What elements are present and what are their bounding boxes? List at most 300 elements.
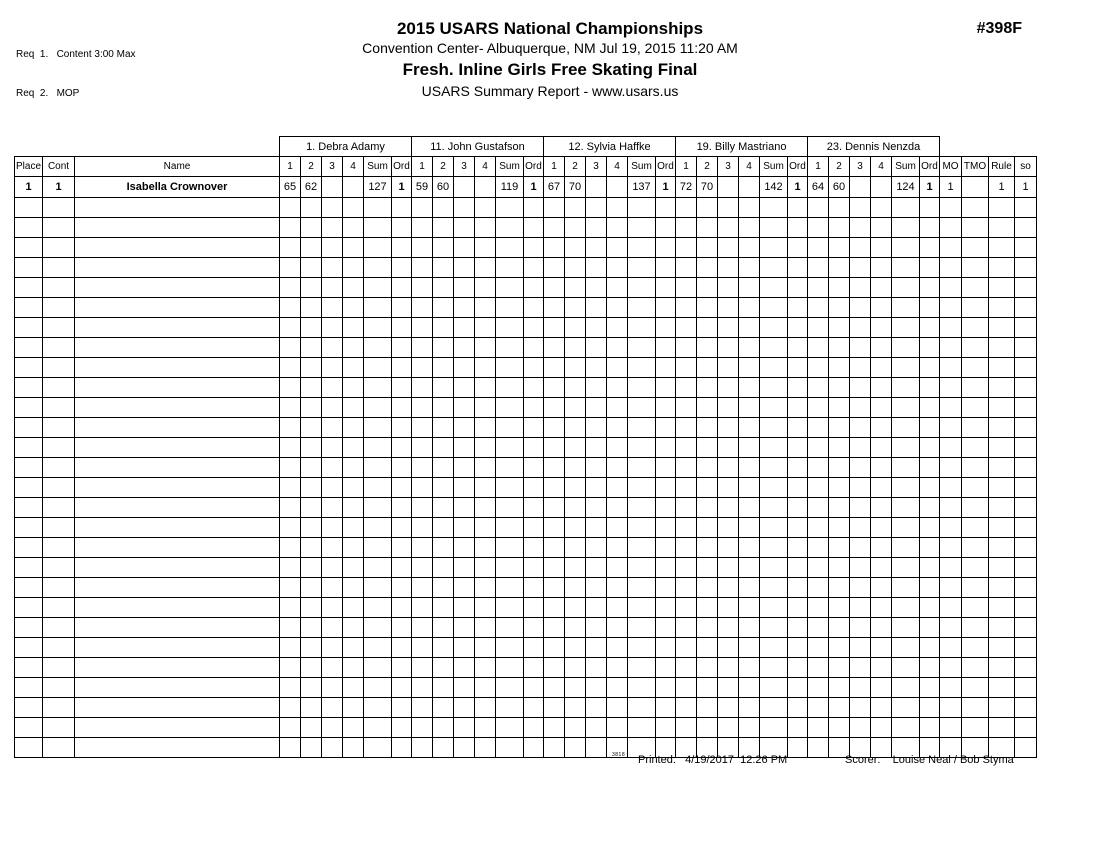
- cell-mo-empty: [940, 278, 962, 298]
- cell-j1-m3-empty: [322, 518, 343, 538]
- cell-j5-m2-empty: [829, 278, 850, 298]
- report-header: [0, 18, 1100, 102]
- cell-j1-sum-empty: [364, 738, 392, 758]
- cell-j4-m4: [739, 177, 760, 198]
- cell-j1-m1-empty: [280, 378, 301, 398]
- cell-j2-sum-empty: [496, 318, 524, 338]
- cell-j4-sum-empty: [760, 578, 788, 598]
- table-row-empty[interactable]: [15, 438, 1037, 458]
- table-row-empty[interactable]: [15, 378, 1037, 398]
- cell-j3-sum-empty: [628, 438, 656, 458]
- cell-j4-m3-empty: [718, 398, 739, 418]
- cell-j1-m2-empty: [301, 538, 322, 558]
- cell-j5-sum-empty: [892, 598, 920, 618]
- cell-j3-m4-empty: [607, 378, 628, 398]
- table-row-empty[interactable]: [15, 578, 1037, 598]
- cell-cont-empty: [43, 558, 75, 578]
- cell-j3-sum-empty: [628, 558, 656, 578]
- cell-j3-m1-empty: [544, 438, 565, 458]
- col-header-j5-m2: 2: [829, 157, 850, 177]
- table-row-empty[interactable]: [15, 238, 1037, 258]
- cell-j3-ord-empty: [656, 598, 676, 618]
- cell-j5-m3-empty: [850, 338, 871, 358]
- cell-j2-m4-empty: [475, 718, 496, 738]
- cell-j5-m2-empty: [829, 518, 850, 538]
- cell-j1-ord-empty: [392, 458, 412, 478]
- cell-j5-m1-empty: [808, 398, 829, 418]
- table-row-empty[interactable]: [15, 458, 1037, 478]
- cell-j1-m3-empty: [322, 318, 343, 338]
- cell-place-empty: [15, 698, 43, 718]
- cell-j3-m1-empty: [544, 658, 565, 678]
- cell-j3-sum-empty: [628, 458, 656, 478]
- cell-j4-m4-empty: [739, 438, 760, 458]
- cell-place-empty: [15, 718, 43, 738]
- cell-cont-empty: [43, 378, 75, 398]
- table-row-empty[interactable]: [15, 658, 1037, 678]
- cell-so-empty: [1015, 678, 1037, 698]
- cell-j2-sum-empty: [496, 358, 524, 378]
- cell-tmo-empty: [962, 238, 989, 258]
- cell-j5-m4-empty: [871, 438, 892, 458]
- cell-j5-m2-empty: [829, 578, 850, 598]
- cell-j1-m4-empty: [343, 258, 364, 278]
- cell-j3-m3-empty: [586, 658, 607, 678]
- cell-j3-m1-empty: [544, 678, 565, 698]
- cell-place-empty: [15, 738, 43, 758]
- cell-j4-m1-empty: [676, 358, 697, 378]
- cell-j5-m1-empty: [808, 338, 829, 358]
- cell-mo: 1: [940, 177, 962, 198]
- cell-j5-ord-empty: [920, 378, 940, 398]
- cell-j5-m3-empty: [850, 638, 871, 658]
- col-header-j3-m4: 4: [607, 157, 628, 177]
- cell-j1-ord-empty: [392, 718, 412, 738]
- cell-j3-m2-empty: [565, 218, 586, 238]
- spacer-cell: [1015, 137, 1037, 157]
- cell-j5-m4-empty: [871, 698, 892, 718]
- cell-j1-m4-empty: [343, 618, 364, 638]
- cell-j4-m2-empty: [697, 518, 718, 538]
- cell-j4-m2-empty: [697, 598, 718, 618]
- cell-j2-m3-empty: [454, 478, 475, 498]
- cell-j3-m4-empty: [607, 518, 628, 538]
- cell-j1-m2-empty: [301, 558, 322, 578]
- cell-j5-ord-empty: [920, 698, 940, 718]
- table-row-empty[interactable]: [15, 538, 1037, 558]
- cell-j3-m2-empty: [565, 378, 586, 398]
- table-row-empty[interactable]: [15, 338, 1037, 358]
- table-row-empty[interactable]: [15, 698, 1037, 718]
- cell-j4-sum-empty: [760, 298, 788, 318]
- cell-j5-sum-empty: [892, 478, 920, 498]
- cell-j3-m4-empty: [607, 578, 628, 598]
- table-row-empty[interactable]: [15, 298, 1037, 318]
- cell-place-empty: [15, 198, 43, 218]
- cell-j4-m2-empty: [697, 398, 718, 418]
- cell-j5-m1-empty: [808, 498, 829, 518]
- cell-j1-m4-empty: [343, 198, 364, 218]
- cell-mo-empty: [940, 678, 962, 698]
- cell-j1-m1-empty: [280, 598, 301, 618]
- cell-j3-m3-empty: [586, 598, 607, 618]
- cell-j4-ord-empty: [788, 278, 808, 298]
- cell-j4-sum-empty: [760, 518, 788, 538]
- cell-place-empty: [15, 358, 43, 378]
- cell-j3-m2: 70: [565, 177, 586, 198]
- table-row-empty[interactable]: [15, 258, 1037, 278]
- cell-cont-empty: [43, 278, 75, 298]
- cell-j4-sum-empty: [760, 318, 788, 338]
- cell-j5-m1-empty: [808, 458, 829, 478]
- cell-j1-m2-empty: [301, 518, 322, 538]
- table-row-empty[interactable]: [15, 618, 1037, 638]
- cell-j3-m3-empty: [586, 718, 607, 738]
- cell-j5-ord-empty: [920, 558, 940, 578]
- cell-cont-empty: [43, 498, 75, 518]
- table-row-empty[interactable]: [15, 198, 1037, 218]
- cell-name-empty: [75, 218, 280, 238]
- cell-j4-sum-empty: [760, 238, 788, 258]
- cell-j2-m2-empty: [433, 318, 454, 338]
- cell-tmo-empty: [962, 338, 989, 358]
- cell-j3-m4-empty: [607, 538, 628, 558]
- cell-j4-m4-empty: [739, 718, 760, 738]
- cell-j4-sum-empty: [760, 258, 788, 278]
- cell-j4-sum-empty: [760, 378, 788, 398]
- cell-j2-sum-empty: [496, 258, 524, 278]
- cell-j2-sum-empty: [496, 538, 524, 558]
- cell-cont-empty: [43, 678, 75, 698]
- cell-mo-empty: [940, 218, 962, 238]
- event-code-badge: #398F: [976, 20, 1022, 37]
- table-row-empty[interactable]: [15, 638, 1037, 658]
- cell-j5-ord-empty: [920, 258, 940, 278]
- cell-name-empty: [75, 538, 280, 558]
- cell-j3-m3-empty: [586, 478, 607, 498]
- cell-place-empty: [15, 618, 43, 638]
- cell-j3-ord-empty: [656, 638, 676, 658]
- cell-mo-empty: [940, 198, 962, 218]
- cell-j4-ord-empty: [788, 378, 808, 398]
- cell-j5-ord: 1: [920, 177, 940, 198]
- cell-j4-m1-empty: [676, 558, 697, 578]
- cell-j4-sum-empty: [760, 458, 788, 478]
- cell-j2-m1-empty: [412, 258, 433, 278]
- cell-name-empty: [75, 678, 280, 698]
- cell-j3-sum-empty: [628, 378, 656, 398]
- cell-mo-empty: [940, 398, 962, 418]
- cell-j1-m1-empty: [280, 678, 301, 698]
- cell-j2-m3-empty: [454, 358, 475, 378]
- cell-j5-m2-empty: [829, 298, 850, 318]
- cell-rule-empty: [989, 298, 1015, 318]
- cell-j2-m3-empty: [454, 298, 475, 318]
- cell-j4-m2-empty: [697, 438, 718, 458]
- cell-tmo-empty: [962, 618, 989, 638]
- cell-mo-empty: [940, 498, 962, 518]
- cell-mo-empty: [940, 658, 962, 678]
- cell-j4-m3-empty: [718, 698, 739, 718]
- cell-j5-m2-empty: [829, 698, 850, 718]
- cell-j1-m3-empty: [322, 418, 343, 438]
- cell-j1-ord-empty: [392, 238, 412, 258]
- table-row-empty[interactable]: [15, 398, 1037, 418]
- cell-tmo-empty: [962, 538, 989, 558]
- cell-j2-m2-empty: [433, 358, 454, 378]
- cell-j3-m2-empty: [565, 338, 586, 358]
- cell-tmo-empty: [962, 698, 989, 718]
- cell-name-empty: [75, 318, 280, 338]
- col-header-j1-m1: 1: [280, 157, 301, 177]
- cell-j3-m1-empty: [544, 598, 565, 618]
- cell-j4-m2-empty: [697, 578, 718, 598]
- cell-so-empty: [1015, 438, 1037, 458]
- cell-rule-empty: [989, 558, 1015, 578]
- cell-j2-m1-empty: [412, 518, 433, 538]
- cell-j5-m1-empty: [808, 518, 829, 538]
- cell-j4-m4-empty: [739, 258, 760, 278]
- cell-j1-sum-empty: [364, 578, 392, 598]
- cell-j2-m4-empty: [475, 678, 496, 698]
- table-row-empty[interactable]: [15, 218, 1037, 238]
- cell-j2-m2-empty: [433, 558, 454, 578]
- cell-place-empty: [15, 238, 43, 258]
- cell-j4-m3-empty: [718, 638, 739, 658]
- col-header-j3-m1: 1: [544, 157, 565, 177]
- cell-j4-m4-empty: [739, 698, 760, 718]
- col-header-j4-sum: Sum: [760, 157, 788, 177]
- cell-j4-sum-empty: [760, 638, 788, 658]
- table-row-empty[interactable]: [15, 478, 1037, 498]
- table-row-empty[interactable]: [15, 278, 1037, 298]
- cell-j1-m3-empty: [322, 718, 343, 738]
- cell-j3-m1-empty: [544, 578, 565, 598]
- cell-j2-m3-empty: [454, 678, 475, 698]
- cell-j5-m1-empty: [808, 358, 829, 378]
- cell-j3-sum-empty: [628, 618, 656, 638]
- cell-j3-m4-empty: [607, 238, 628, 258]
- table-row-empty[interactable]: [15, 598, 1037, 618]
- cell-j5-m3-empty: [850, 418, 871, 438]
- cell-j1-m3-empty: [322, 598, 343, 618]
- cell-j2-m4-empty: [475, 438, 496, 458]
- cell-j5-m4-empty: [871, 298, 892, 318]
- form-number: 3818: [612, 752, 626, 758]
- cell-j4-m4-empty: [739, 538, 760, 558]
- cell-j2-ord-empty: [524, 738, 544, 758]
- cell-j3-m1-empty: [544, 538, 565, 558]
- cell-j3-m1-empty: [544, 398, 565, 418]
- cell-j4-ord-empty: [788, 738, 808, 758]
- cell-place-empty: [15, 538, 43, 558]
- cell-j2-ord-empty: [524, 498, 544, 518]
- table-row-empty[interactable]: [15, 678, 1037, 698]
- cell-j2-ord-empty: [524, 638, 544, 658]
- cell-j3-sum-empty: [628, 578, 656, 598]
- cell-j5-m3-empty: [850, 218, 871, 238]
- cell-j4-m2-empty: [697, 358, 718, 378]
- cell-j4-m1-empty: [676, 378, 697, 398]
- cell-place-empty: [15, 418, 43, 438]
- cell-j4-ord-empty: [788, 318, 808, 338]
- table-row-empty[interactable]: [15, 318, 1037, 338]
- cell-j3-m1-empty: [544, 238, 565, 258]
- cell-cont-empty: [43, 658, 75, 678]
- cell-j1-m1-empty: [280, 698, 301, 718]
- cell-j2-m3-empty: [454, 518, 475, 538]
- cell-j1-m4-empty: [343, 538, 364, 558]
- cell-tmo-empty: [962, 358, 989, 378]
- cell-mo-empty: [940, 438, 962, 458]
- cell-j3-m4-empty: [607, 618, 628, 638]
- table-row-empty[interactable]: [15, 518, 1037, 538]
- cell-j4-m2-empty: [697, 338, 718, 358]
- cell-mo-empty: [940, 578, 962, 598]
- col-header-cont: Cont: [43, 157, 75, 177]
- col-header-rule: Rule: [989, 157, 1015, 177]
- cell-j3-ord-empty: [656, 658, 676, 678]
- cell-j4-m3-empty: [718, 438, 739, 458]
- cell-j4-m2-empty: [697, 278, 718, 298]
- printed-timestamp: Printed: 4/19/2017 12:26 PM: [638, 754, 788, 766]
- cell-j1-ord-empty: [392, 398, 412, 418]
- cell-j4-m4-empty: [739, 558, 760, 578]
- cell-j4-m4-empty: [739, 418, 760, 438]
- cell-j2-sum-empty: [496, 278, 524, 298]
- cell-j2-ord-empty: [524, 678, 544, 698]
- cell-j5-sum-empty: [892, 238, 920, 258]
- col-header-place: Place: [15, 157, 43, 177]
- cell-j1-m1-empty: [280, 218, 301, 238]
- cell-j3-m4-empty: [607, 338, 628, 358]
- table-row-empty[interactable]: [15, 498, 1037, 518]
- cell-j3-sum-empty: [628, 418, 656, 438]
- event-title: Fresh. Inline Girls Free Skating Final: [402, 60, 698, 79]
- cell-j2-sum-empty: [496, 238, 524, 258]
- cell-tmo-empty: [962, 458, 989, 478]
- cell-j1-m3-empty: [322, 678, 343, 698]
- cell-so-empty: [1015, 478, 1037, 498]
- cell-j1-m2-empty: [301, 258, 322, 278]
- cell-j4-m4-empty: [739, 358, 760, 378]
- cell-j3-m2-empty: [565, 418, 586, 438]
- cell-j2-sum-empty: [496, 218, 524, 238]
- cell-j2-m3-empty: [454, 698, 475, 718]
- cell-j4-m1-empty: [676, 218, 697, 238]
- cell-j3-m2-empty: [565, 618, 586, 638]
- spacer-cell: [75, 137, 280, 157]
- table-row-empty[interactable]: [15, 718, 1037, 738]
- cell-rule-empty: [989, 658, 1015, 678]
- cell-name-empty: [75, 238, 280, 258]
- cell-j5-m1-empty: [808, 718, 829, 738]
- cell-tmo-empty: [962, 378, 989, 398]
- cell-j2-m2-empty: [433, 678, 454, 698]
- cell-j1-m1-empty: [280, 478, 301, 498]
- cell-j4-m3-empty: [718, 298, 739, 318]
- cell-j1-sum-empty: [364, 718, 392, 738]
- cell-j4-m1-empty: [676, 298, 697, 318]
- cell-j2-ord-empty: [524, 518, 544, 538]
- cell-j4-sum-empty: [760, 338, 788, 358]
- cell-j2-m2-empty: [433, 718, 454, 738]
- cell-j1-ord-empty: [392, 538, 412, 558]
- cell-j1-m4-empty: [343, 478, 364, 498]
- cell-j4-m1-empty: [676, 578, 697, 598]
- cell-j2-m1-empty: [412, 638, 433, 658]
- cell-j4-m2-empty: [697, 458, 718, 478]
- cell-j5-m3-empty: [850, 558, 871, 578]
- cell-j2-sum-empty: [496, 418, 524, 438]
- col-header-j5-m1: 1: [808, 157, 829, 177]
- cell-name-empty: [75, 338, 280, 358]
- cell-j4-sum-empty: [760, 678, 788, 698]
- cell-j2-m2-empty: [433, 398, 454, 418]
- cell-j2-m3-empty: [454, 638, 475, 658]
- cell-j4-ord-empty: [788, 298, 808, 318]
- cell-j2-m3-empty: [454, 458, 475, 478]
- table-row-empty[interactable]: [15, 418, 1037, 438]
- col-header-j1-m4: 4: [343, 157, 364, 177]
- cell-j1-m4-empty: [343, 518, 364, 538]
- cell-j1-m1-empty: [280, 558, 301, 578]
- cell-j4-m3-empty: [718, 578, 739, 598]
- cell-j3-m2-empty: [565, 258, 586, 278]
- cell-j2-sum-empty: [496, 678, 524, 698]
- cell-j5-m4-empty: [871, 518, 892, 538]
- cell-j2-sum-empty: [496, 478, 524, 498]
- cell-j3-sum-empty: [628, 258, 656, 278]
- cell-j1-m2-empty: [301, 498, 322, 518]
- cell-place-empty: [15, 478, 43, 498]
- judge-name-row: [15, 137, 1037, 157]
- cell-place-empty: [15, 458, 43, 478]
- cell-name-empty: [75, 698, 280, 718]
- cell-j2-m1-empty: [412, 458, 433, 478]
- table-row[interactable]: [15, 177, 1037, 198]
- cell-j5-sum-empty: [892, 578, 920, 598]
- cell-j2-m1-empty: [412, 558, 433, 578]
- cell-j5-m3-empty: [850, 458, 871, 478]
- cell-j2-m2-empty: [433, 598, 454, 618]
- cell-so-empty: [1015, 698, 1037, 718]
- cell-j3-m1-empty: [544, 698, 565, 718]
- cell-j4-m3-empty: [718, 418, 739, 438]
- cell-j3-m2-empty: [565, 398, 586, 418]
- cell-j3-m1: 67: [544, 177, 565, 198]
- cell-j5-m1-empty: [808, 318, 829, 338]
- cell-j2-m4: [475, 177, 496, 198]
- cell-j4-m2-empty: [697, 718, 718, 738]
- cell-j1-sum-empty: [364, 498, 392, 518]
- cell-j1-sum-empty: [364, 358, 392, 378]
- cell-place-empty: [15, 498, 43, 518]
- cell-j1-m1-empty: [280, 438, 301, 458]
- cell-tmo-empty: [962, 218, 989, 238]
- cell-j2-m2-empty: [433, 478, 454, 498]
- cell-cont-empty: [43, 338, 75, 358]
- table-row-empty[interactable]: [15, 558, 1037, 578]
- table-row-empty[interactable]: [15, 358, 1037, 378]
- cell-j1-sum-empty: [364, 318, 392, 338]
- cell-j1-m1-empty: [280, 518, 301, 538]
- cell-j4-ord-empty: [788, 698, 808, 718]
- cell-mo-empty: [940, 358, 962, 378]
- cell-j1-m4-empty: [343, 498, 364, 518]
- col-header-j2-sum: Sum: [496, 157, 524, 177]
- cell-j3-m4-empty: [607, 458, 628, 478]
